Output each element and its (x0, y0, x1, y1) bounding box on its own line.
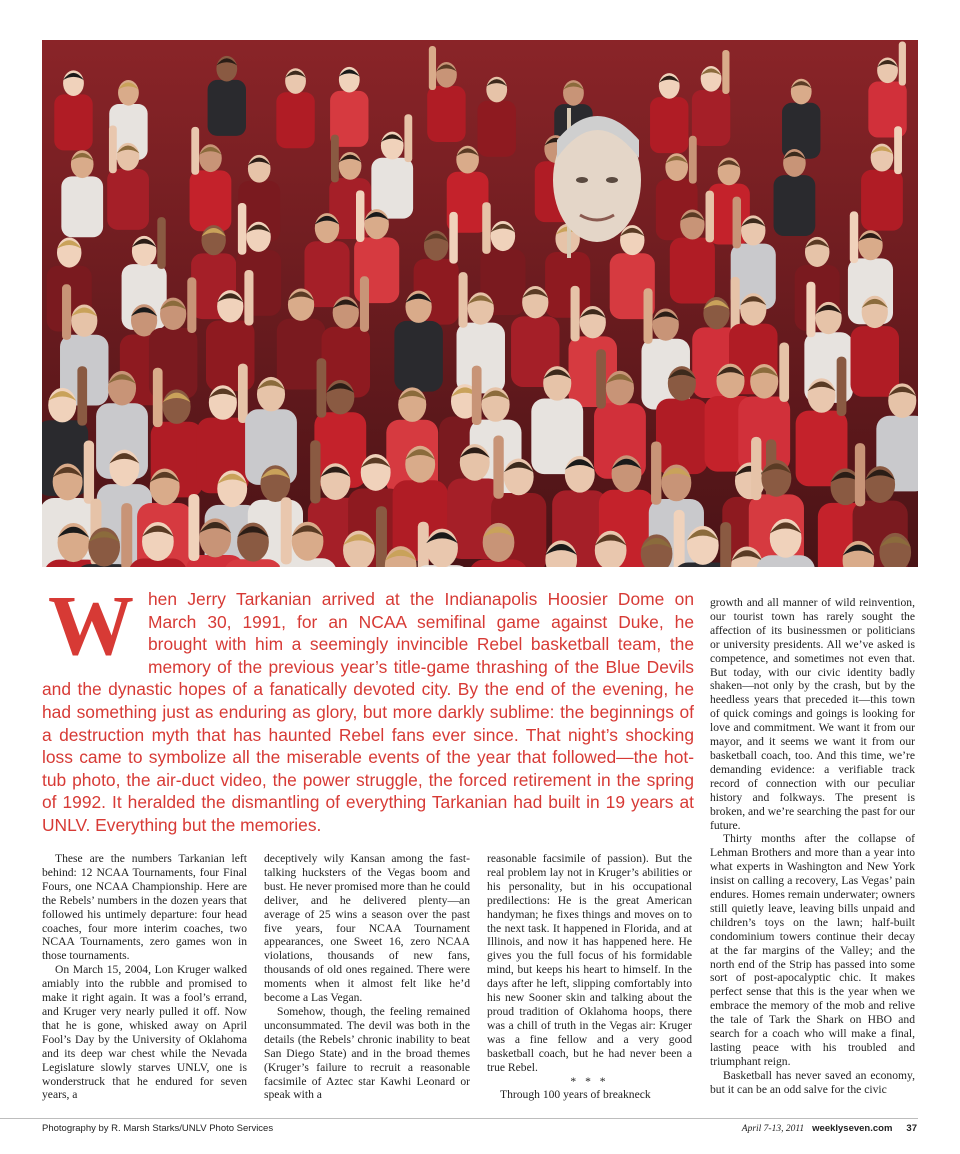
fan-arm (109, 125, 117, 173)
fan-arm (376, 506, 387, 567)
paragraph: Basketball has never saved an economy, but it can be an odd salve for the civic (710, 1068, 915, 1096)
fan-body (276, 92, 314, 148)
footer-rule (0, 1118, 918, 1119)
fan-arm (806, 282, 815, 338)
fan-arm (84, 441, 94, 504)
drop-cap (42, 592, 140, 658)
fan-arm (62, 284, 71, 340)
fan-arm (837, 357, 847, 416)
fan-arm (689, 136, 697, 184)
fan-arm (720, 522, 731, 567)
fan-arm (850, 211, 858, 263)
fan-arm (596, 349, 606, 408)
body-column-1 (42, 852, 247, 1102)
fan-body (427, 86, 465, 142)
folio (742, 1123, 917, 1134)
fan-arm (472, 366, 482, 425)
fan-body (851, 326, 899, 397)
fan-body (650, 97, 688, 153)
paragraph: reasonable facsimile of passion). But the real problem lay not in Kruger’s abilities or his personality, but in his occupational predilections: He is the great American handyman; he fixes things and moves on to the next task. It happened in Florida, and at Illinois, and now it has happened here. He gives you the full focus of his formidable mind, but keeps his heart to himself. In the days after he left, slipping comfortably into his new Sooner skin and talking about the proud tradition of Oklahoma hoops, there was a chill of truth in the Vegas air: Kruger was a fine fellow and a very good basketball coach, but he had never been a true Rebel. (487, 852, 692, 1074)
fan-body (656, 399, 708, 475)
fan-arm (317, 358, 327, 417)
fan-arm (855, 443, 865, 506)
fan-arm (153, 368, 163, 427)
fan-body (861, 170, 903, 231)
lead-text: hen Jerry Tarkanian arrived at the Indianapolis Hoosier Dome on March 30, 1991, for an NCAA semifinal game against Duke, he brought with him a seemingly invincible Rebel basketball team, the memory of the previous year’s title-game thrashing of the Blue Devils and the dynastic hopes of a fanatically devoted city. By the end of the evening, he had something just as enduring as glory, but more darkly sublime: the beginnings of a destruction myth that has haunted Rebel fans ever since. That night’s shocking loss came to symbolize all the miserable events of the year that followed—the hot-tub photo, the air-duct video, the power struggle, the forced retirement in the spring of 1992. It heralded the dismantling of everything Tarkanian had built in 19 years at UNLV. Everything but the memories. (42, 589, 694, 835)
fan-arm (331, 135, 339, 183)
fan-body (782, 103, 820, 159)
fan-arm (733, 197, 741, 249)
fan-arm (281, 497, 292, 564)
paragraph: Thirty months after the collapse of Lehman Brothers and more than a year into what experts in Washington and New York insist on calling a recovery, Las Vegas’ pain endures. Homes remain underwater; owners still quietly leave, leaving bills unpaid and children’s toys on the lawn; half-built condominium towers continue their decay at the far margins of the Valley; and the north end of the Strip has passed into some sort of post-apocalyptic chic. It makes perfect sense that this is the year when we embrace the memory of the mob and relive the tale of Tark the Shark on HBO and search for a coach who will make a final, lasting peace with his troubled and triumphant reign. (710, 832, 915, 1068)
fan-arm (157, 217, 165, 269)
fan-arm (482, 202, 490, 254)
fan-arm (706, 191, 714, 243)
drop-cap-letter (42, 592, 140, 658)
paragraph: Through 100 years of breakneck (500, 1088, 651, 1102)
body-column-2 (264, 852, 470, 1102)
body-column-3 (487, 852, 692, 1102)
crowd-photo (42, 40, 918, 567)
fan-body (54, 94, 92, 150)
fan-arm (238, 364, 248, 423)
paragraph: growth and all manner of wild reinvention, our tourist town has rarely sought the affection of its businessmen or politicians or university presidents. All we’ve asked is competence, and sometimes not even that. But today, with our civic identity badly shaken—not only by the crash, but by the heedless years that preceded it—this town of quick comings and goings is looking for love and commitment. We want it from our mayor, and it seems we want it from our basketball coach, too. And this time, we’re demanding evidence: a verifiable track record of connection with our peculiar history and folkways. The present is broken, and we’re searching the past for our future. (710, 596, 915, 832)
fan-body (107, 169, 149, 230)
page-number: 37 (906, 1123, 917, 1134)
fan-body (190, 170, 232, 231)
fan-arm (894, 126, 902, 174)
fan-body (692, 90, 730, 146)
paragraph: deceptively wily Kansan among the fast-talking hucksters of the Vegas boom and bust. He never promised more than he could deliver, and he delivered plenty—an average of 25 wins a season over the past five years, four NCAA Tournament appearances, one Sweet 16, zero NCAA violations, thousands of new fans, thousands of old ones regained. There were moments when it almost felt like he’d become a Las Vegan. (264, 852, 470, 1005)
section-break: * * * (570, 1074, 609, 1088)
fan-arm (493, 435, 503, 498)
fan-body (61, 176, 103, 237)
fan-arm (449, 212, 457, 264)
svg-text:W: W (48, 592, 134, 658)
fan-arm (360, 276, 369, 332)
fan-arm (899, 42, 906, 86)
crowd-photo-art (42, 40, 918, 567)
fan-arm (404, 114, 412, 162)
fan-arm (310, 440, 320, 503)
website-link[interactable]: weeklyseven.com (812, 1123, 893, 1134)
fan-arm (751, 437, 761, 500)
fan-arm (644, 288, 653, 344)
fan-body (738, 396, 790, 472)
fan-arm (238, 203, 246, 255)
paragraph: These are the numbers Tarkanian left behind: 12 NCAA Tournaments, four Final Fours, one NCAA Championship. Here are the Rebels’ numbers in the dozen years that followed his untimely departure: four head coaches, four more interim coaches, two NCAA Tournaments, zero games won in those tournaments. (42, 852, 247, 963)
photo-credit: Photography by R. Marsh Starks/UNLV Photo Services (42, 1123, 274, 1134)
fan-body (478, 101, 516, 157)
fan-arm (187, 277, 196, 333)
paragraph: Somehow, though, the feeling remained unconsummated. The devil was both in the details (the Rebels’ chronic inability to beat San Diego State) and in the broad themes (Kruger’s failure to recruit a reasonable facsimile of Aztec star Kawhi Leonard or speak with a (264, 1004, 470, 1102)
fan-arm (571, 286, 580, 342)
fan-body (545, 252, 590, 318)
fan-body (670, 238, 715, 304)
fan-arm (674, 510, 685, 567)
lead-paragraph (42, 588, 694, 837)
fan-arm (651, 441, 661, 504)
fan-arm (459, 272, 468, 328)
fan-body (208, 80, 246, 136)
body-column-4 (710, 596, 915, 1097)
fan-arm (779, 342, 789, 401)
fan-arm (356, 190, 364, 242)
fan-arm (77, 366, 87, 425)
fan-arm (722, 50, 729, 94)
fan-body (394, 321, 442, 392)
fan-arm (188, 494, 199, 561)
fan-arm (244, 270, 253, 326)
issue-date: April 7-13, 2011 (741, 1124, 805, 1134)
fan-arm (429, 46, 436, 90)
fan-arm (191, 127, 199, 175)
paragraph: On March 15, 2004, Lon Kruger walked amiably into the rubble and promised to make it right again. It was a fool’s errand, and Kruger very nearly pulled it off. Now that he is gone, whisked away on April Fool’s Day by the University of Oklahoma and its deep war chest while the Nevada Legislature slowly starves UNLV, one is wonderstruck that he endured for seven years, a (42, 963, 247, 1102)
fan-arm (121, 503, 132, 567)
fan-body (774, 175, 816, 236)
